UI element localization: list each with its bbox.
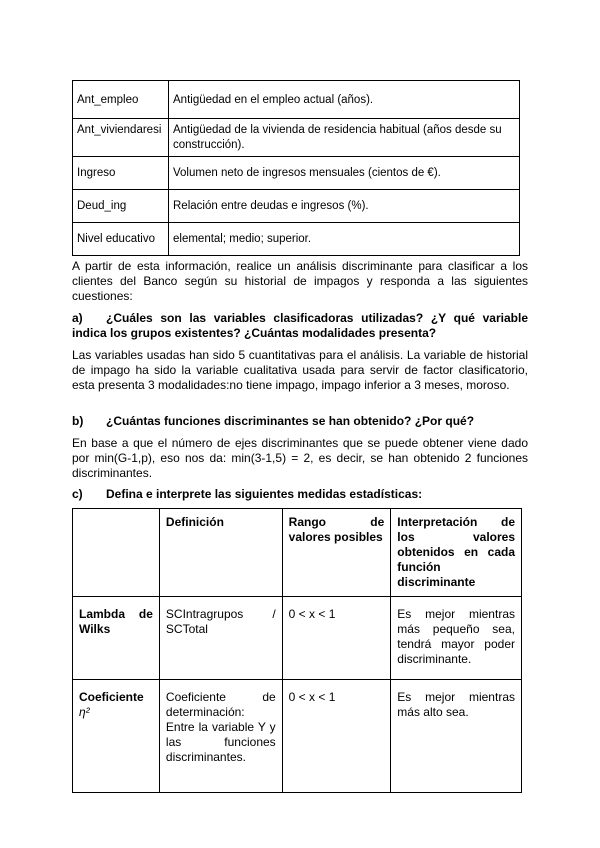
- measure-definition: SCIntragrupos / SCTotal: [159, 597, 282, 680]
- variable-description: Antigüedad de la vivienda de residencia habitual (años desde su construcción).: [169, 119, 520, 157]
- variables-table: [72, 80, 520, 256]
- variable-name: Ingreso: [73, 157, 169, 190]
- variable-description: Relación entre deudas e ingresos (%).: [169, 190, 520, 223]
- measure-interpretation: Es mejor mientras más alto sea.: [391, 680, 522, 793]
- measure-range: 0 < x < 1: [282, 597, 391, 680]
- header-cell: Interpretación de los valores obtenidos en cada función discriminante: [391, 509, 522, 597]
- table-row: [73, 223, 520, 256]
- measure-name: Lambda de Wilks: [73, 597, 160, 680]
- variable-name: Deud_ing: [73, 190, 169, 223]
- table-row: [73, 157, 520, 190]
- table-row: [73, 190, 520, 223]
- table-row: [73, 597, 522, 680]
- question-c-text: Defina e interprete las siguientes medidas estadísticas:: [106, 487, 423, 501]
- question-a-label: a): [72, 311, 83, 325]
- question-c: [72, 487, 422, 502]
- answer-a: Las variables usadas han sido 5 cuantitativas para el análisis. La variable de historial de impago ha sido la variable cualitativa usada para servir de factor clasificatorio, esta presenta 3 modalidades:no tiene impago, impago inferior a 3 meses, moroso.: [72, 348, 528, 392]
- question-a: [72, 311, 528, 341]
- table-row: [73, 81, 520, 119]
- measure-symbol: η²: [79, 705, 90, 719]
- measure-name: Coeficiente: [79, 690, 144, 704]
- table-header-row: [73, 509, 522, 597]
- table-row: [73, 119, 520, 157]
- measure-name-cell: [73, 680, 160, 793]
- variable-description: Antigüedad en el empleo actual (años).: [169, 81, 520, 119]
- variable-description: Volumen neto de ingresos mensuales (cientos de €).: [169, 157, 520, 190]
- question-b: [72, 414, 474, 429]
- header-cell: Definición: [159, 509, 282, 597]
- variable-name: Ant_viviendaresi: [73, 119, 169, 157]
- variable-description: elemental; medio; superior.: [169, 223, 520, 256]
- question-a-text: ¿Cuáles son las variables clasificadoras utilizadas? ¿Y qué variable indica los grupos existentes? ¿Cuántas modalidades presenta?: [72, 311, 528, 340]
- variable-name: Nivel educativo: [73, 223, 169, 256]
- variable-name: Ant_empleo: [73, 81, 169, 119]
- question-b-label: b): [72, 414, 84, 428]
- header-cell: [73, 509, 160, 597]
- question-c-label: c): [72, 487, 83, 501]
- measures-table: [72, 508, 522, 793]
- intro-paragraph: A partir de esta información, realice un análisis discriminante para clasificar a los clientes del Banco según su historial de impagos y responda a las siguientes cuestiones:: [72, 259, 528, 303]
- table-row: [73, 680, 522, 793]
- answer-b: En base a que el número de ejes discriminantes que se puede obtener viene dado por min(G-1,p), eso nos da: min(3-1,5) = 2, es decir, se han obtenido 2 funciones discriminantes.: [72, 436, 528, 480]
- measure-definition: Coeficiente de determinación: Entre la variable Y y las funciones discriminantes.: [159, 680, 282, 793]
- question-b-text: ¿Cuántas funciones discriminantes se han obtenido? ¿Por qué?: [106, 414, 475, 428]
- measure-interpretation: Es mejor mientras más pequeño sea, tendrá mayor poder discriminante.: [391, 597, 522, 680]
- measure-range: 0 < x < 1: [282, 680, 391, 793]
- header-cell: Rango de valores posibles: [282, 509, 391, 597]
